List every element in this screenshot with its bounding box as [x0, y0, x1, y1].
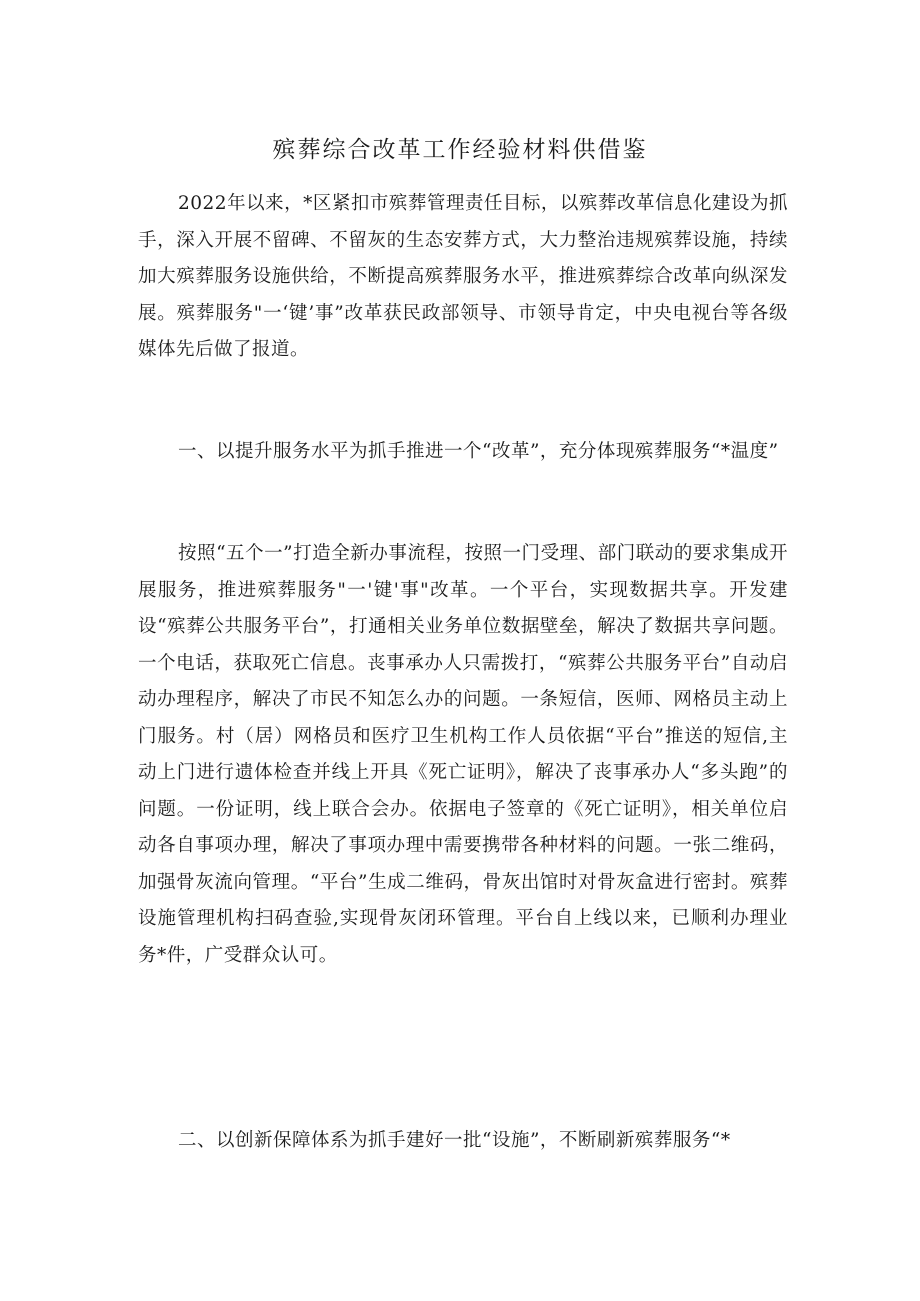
section-heading-1: 一、以提升服务水平为抓手推进一个“改革”，充分体现殡葬服务“*温度”: [178, 441, 779, 462]
intro-paragraph: 2022年以来，*区紧扣市殡葬管理责任目标，以殡葬改革信息化建设为抓手，深入开展不留碑、不留灰的生态安葬方式，大力整治违规殡葬设施，持续加大殡葬服务设施供给，不断提高殡葬服务水平，推进殡葬综合改革向纵深发展。殡葬服务"一‘键’事”改革获民政部领导、市领导肯定，中央电视台等各级媒体先后做了报道。: [138, 193, 788, 360]
section-heading-2: 二、以创新保障体系为抓手建好一批“设施”，不断刷新殡葬服务“*: [178, 1130, 731, 1151]
document-title: 殡葬综合改革工作经验材料供借鉴: [272, 137, 648, 163]
section-1-paragraph: 按照“五个一”打造全新办事流程，按照一门受理、部门联动的要求集成开展服务，推进殡葬服务"一'键'事"改革。一个平台，实现数据共享。开发建设“殡葬公共服务平台”，打通相关业务单位数据壁垒，解决了数据共享问题。一个电话，获取死亡信息。丧事承办人只需拨打，“殡葬公共服务平台”自动启动办理程序，解决了市民不知怎么办的问题。一条短信，医师、网格员主动上门服务。村（居）网格员和医疗卫生机构工作人员依据“平台”推送的短信,主动上门进行遗体检查并线上开具《死亡证明》，解决了丧事承办人“多头跑”的问题。一份证明，线上联合会办。依据电子签章的《死亡证明》，相关单位启动各自事项办理，解决了事项办理中需要携带各种材料的问题。一张二维码，加强骨灰流向管理。“平台”生成二维码，骨灰出馆时对骨灰盒进行密封。殡葬设施管理机构扫码查验,实现骨灰闭环管理。平台自上线以来，已顺利办理业务*件，广受群众认可。: [138, 543, 788, 966]
